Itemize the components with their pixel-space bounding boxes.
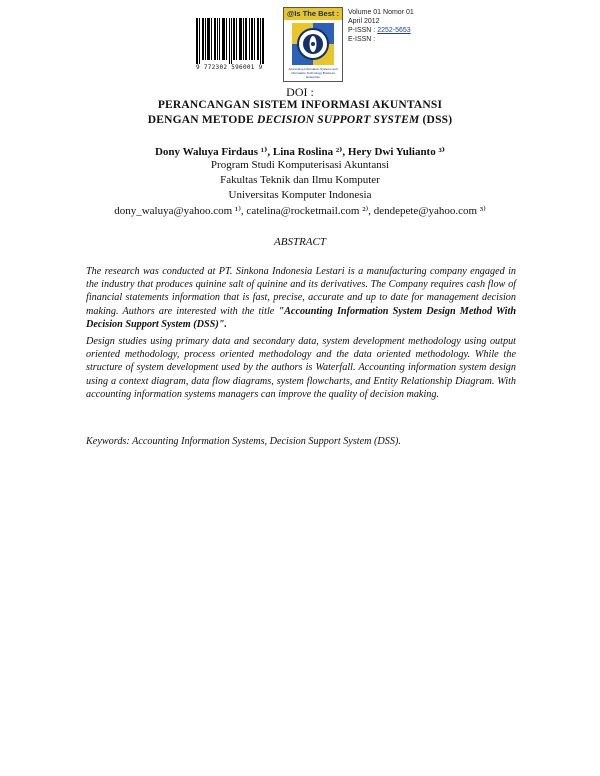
affiliation-program: Program Studi Komputerisasi Akuntansi [210, 159, 390, 171]
abstract-paragraph-1 [86, 265, 516, 331]
logo-caption: Accounting Information Systems and Information Technology Business Enterprise [288, 67, 338, 79]
keywords: Keywords: Accounting Information Systems, Decision Support System (DSS). [86, 436, 401, 447]
author-list: Dony Waluya Firdaus ¹⁾, Lina Roslina ²⁾, Hery Dwi Yulianto ³⁾ [154, 146, 446, 158]
pissn-label: P-ISSN : [348, 27, 378, 34]
abstract-paragraph-2: Design studies using primary data and secondary data, system development methodology using output oriented methodology, process oriented methodology and the data oriented methodology. While the structure of system development used by the authors is Waterfall. Accounting information system design using a context diagram, data flow diagrams, system flowcharts, and Entity Relationship Diagram. With accounting information systems managers can improve the quality of decision making. [86, 336, 516, 400]
pissn [348, 26, 414, 35]
abstract-title-quote: "Accounting Information System Design Method With Decision Support System (DSS)". [86, 305, 516, 330]
doi-label: DOI : [286, 85, 314, 99]
volume-number: Volume 01 Nomor 01 [348, 9, 414, 16]
barcode-digits: 9 772302 596001 9 [196, 64, 263, 71]
paper-title-line-1: PERANCANGAN SISTEM INFORMASI AKUNTANSI [157, 99, 443, 111]
paper-title-line-2 [0, 114, 600, 126]
title-suffix: (DSS) [419, 114, 453, 126]
abstract-text-1: The research was conducted at PT. Sinkona Indonesia Lestari is a manufacturing company engaged in the industry that produces quinine salt of quinine and its derivatives. The Company requires cash flow of financial statements information that is fast, precise, accurate and up to date for management decision making. Authors are interested with the title [86, 266, 516, 317]
affiliation-university: Universitas Komputer Indonesia [228, 189, 372, 201]
globe-emblem-icon [292, 23, 334, 65]
logo-title: @Is The Best : [284, 8, 342, 20]
eissn: E-ISSN : [348, 36, 376, 43]
issue-date: April 2012 [348, 18, 380, 25]
affiliation-faculty: Fakultas Teknik dan Ilmu Komputer [220, 174, 380, 186]
title-prefix: DENGAN METODE [147, 114, 257, 126]
issn-barcode [196, 18, 264, 64]
author-emails: dony_waluya@yahoo.com ¹⁾, catelina@rocketmail.com ²⁾, dendepete@yahoo.com ³⁾ [114, 205, 486, 217]
journal-info [348, 8, 414, 44]
title-italic: DECISION SUPPORT SYSTEM [257, 114, 420, 126]
pissn-link[interactable]: 2252-5653 [377, 27, 411, 34]
abstract-heading: ABSTRACT [274, 236, 326, 248]
journal-logo [283, 7, 343, 82]
